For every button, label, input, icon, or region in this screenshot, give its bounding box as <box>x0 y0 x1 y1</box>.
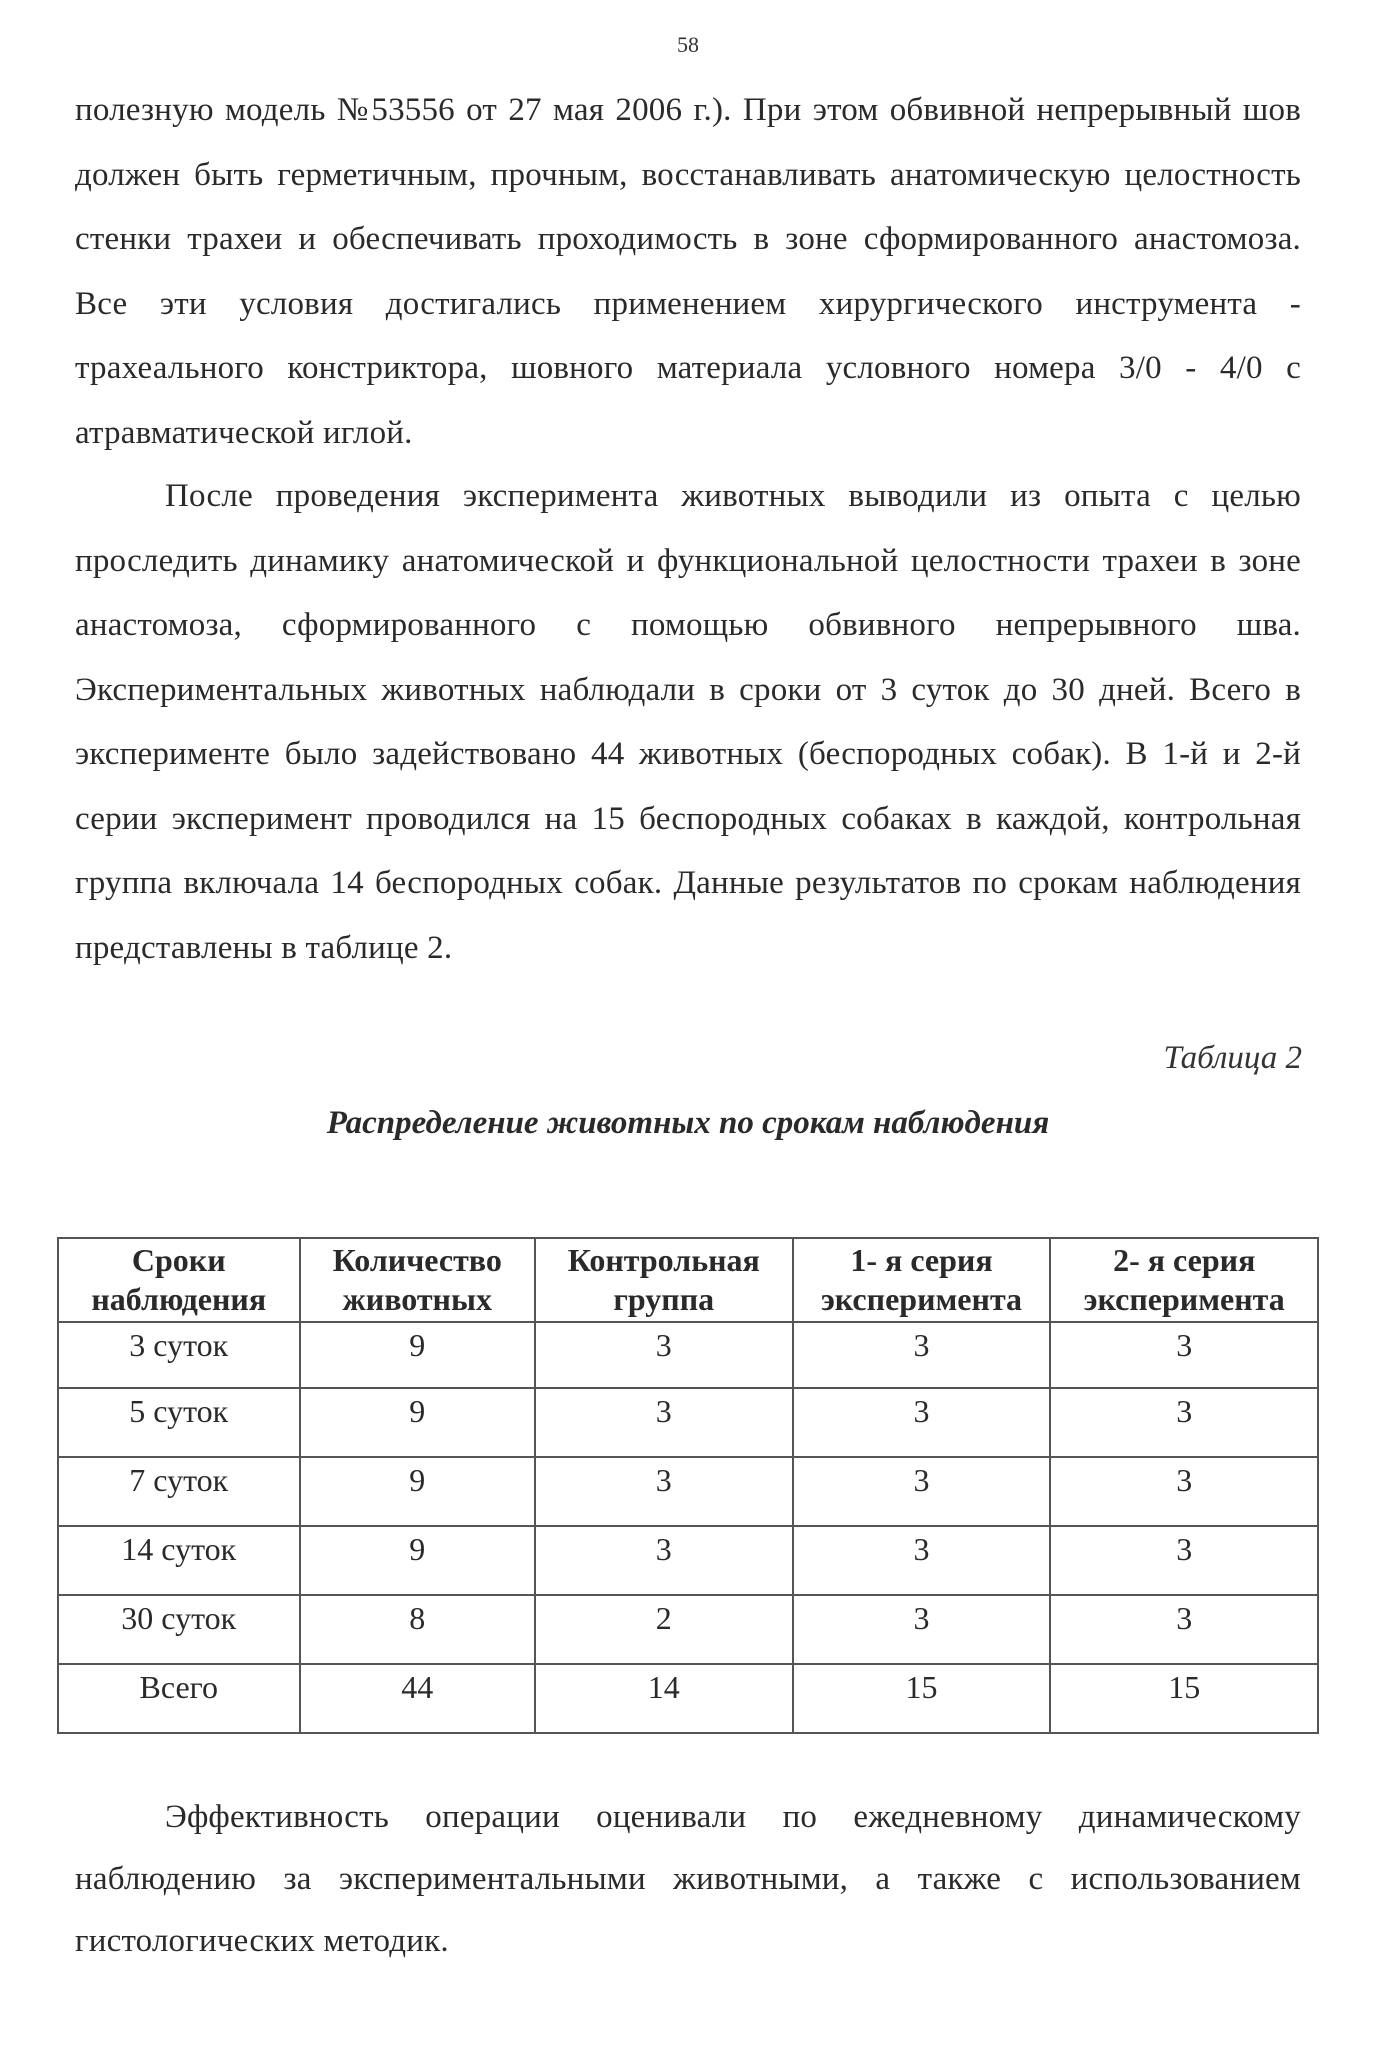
table-label: Таблица 2 <box>1163 1040 1302 1076</box>
table-cell: 15 <box>1050 1664 1318 1733</box>
table-cell: 5 суток <box>58 1388 300 1457</box>
header-cell <box>793 1238 1051 1322</box>
table-cell: 3 <box>1050 1595 1318 1664</box>
table-row <box>58 1526 1318 1595</box>
table-cell: 14 суток <box>58 1526 300 1595</box>
page-number: 58 <box>677 32 699 57</box>
header-line: эксперимента <box>820 1281 1023 1317</box>
table-cell: 3 <box>1050 1526 1318 1595</box>
observation-table <box>57 1237 1319 1734</box>
table-row <box>58 1595 1318 1664</box>
table-cell: 8 <box>300 1595 536 1664</box>
table-cell: 9 <box>300 1388 536 1457</box>
table-cell: 3 <box>535 1457 793 1526</box>
header-cell <box>1050 1238 1318 1322</box>
header-line: Контрольная <box>567 1242 760 1278</box>
table-cell: 3 <box>793 1322 1051 1388</box>
table-cell: Всего <box>58 1664 300 1733</box>
header-line: группа <box>613 1281 715 1317</box>
table-cell: 3 <box>793 1457 1051 1526</box>
header-line: эксперимента <box>1083 1281 1285 1317</box>
table-cell: 3 <box>1050 1457 1318 1526</box>
paragraph-1: полезную модель №53556 от 27 мая 2006 г.). При этом обвивной непрерывный шов должен быть герметичным, прочным, восстанавливать анатомическую целостность стенки трахеи и обеспечивать проходимость в зоне сформированного анастомоза. Все эти условия достигались применением хирургического инструмента - трахеального констриктора, шовного материала условного номера 3/0 - 4/0 с атравматической иглой. <box>75 92 1301 451</box>
header-line: Сроки <box>131 1242 226 1278</box>
table-row <box>58 1457 1318 1526</box>
header-cell <box>300 1238 536 1322</box>
table-cell: 7 суток <box>58 1457 300 1526</box>
table-cell: 2 <box>535 1595 793 1664</box>
paragraph-3: Эффективность операции оценивали по ежедневному динамическому наблюдению за экспериментальными животными, а также с использованием гистологических методик. <box>75 1799 1301 1959</box>
header-cell <box>58 1238 300 1322</box>
paragraph-2: После проведения эксперимента животных выводили из опыта с целью проследить динамику анатомической и функциональной целостности трахеи в зоне анастомоза, сформированного с помощью обвивного непрерывного шва. Экспериментальных животных наблюдали в сроки от 3 суток до 30 дней. Всего в эксперименте было задействовано 44 животных (беспородных собак). В 1-й и 2-й серии эксперимент проводился на 15 беспородных собаках в каждой, контрольная группа включала 14 беспородных собак. Данные результатов по срокам наблюдения представлены в таблице 2. <box>75 478 1301 966</box>
table-cell: 9 <box>300 1526 536 1595</box>
header-line: 2- я серия <box>1113 1242 1256 1278</box>
table-cell: 3 <box>535 1322 793 1388</box>
table-total-row <box>58 1664 1318 1733</box>
table-cell: 3 <box>535 1388 793 1457</box>
table-title: Распределение животных по срокам наблюдения <box>326 1105 1050 1141</box>
table-cell: 3 <box>793 1526 1051 1595</box>
header-line: 1- я серия <box>850 1242 993 1278</box>
header-line: животных <box>342 1281 492 1317</box>
table-cell: 44 <box>300 1664 536 1733</box>
table-cell: 3 <box>793 1388 1051 1457</box>
table-cell: 14 <box>535 1664 793 1733</box>
table-cell: 3 <box>1050 1388 1318 1457</box>
table-row <box>58 1322 1318 1388</box>
table-cell: 15 <box>793 1664 1051 1733</box>
table-cell: 3 <box>535 1526 793 1595</box>
table-cell: 3 <box>793 1595 1051 1664</box>
table-cell: 9 <box>300 1322 536 1388</box>
header-cell <box>535 1238 793 1322</box>
header-line: Количество <box>332 1242 502 1278</box>
table-cell: 9 <box>300 1457 536 1526</box>
header-line: наблюдения <box>91 1281 267 1317</box>
table-cell: 3 <box>1050 1322 1318 1388</box>
table-cell: 30 суток <box>58 1595 300 1664</box>
table-header-row <box>58 1238 1318 1322</box>
table-row <box>58 1388 1318 1457</box>
table-cell: 3 суток <box>58 1322 300 1388</box>
